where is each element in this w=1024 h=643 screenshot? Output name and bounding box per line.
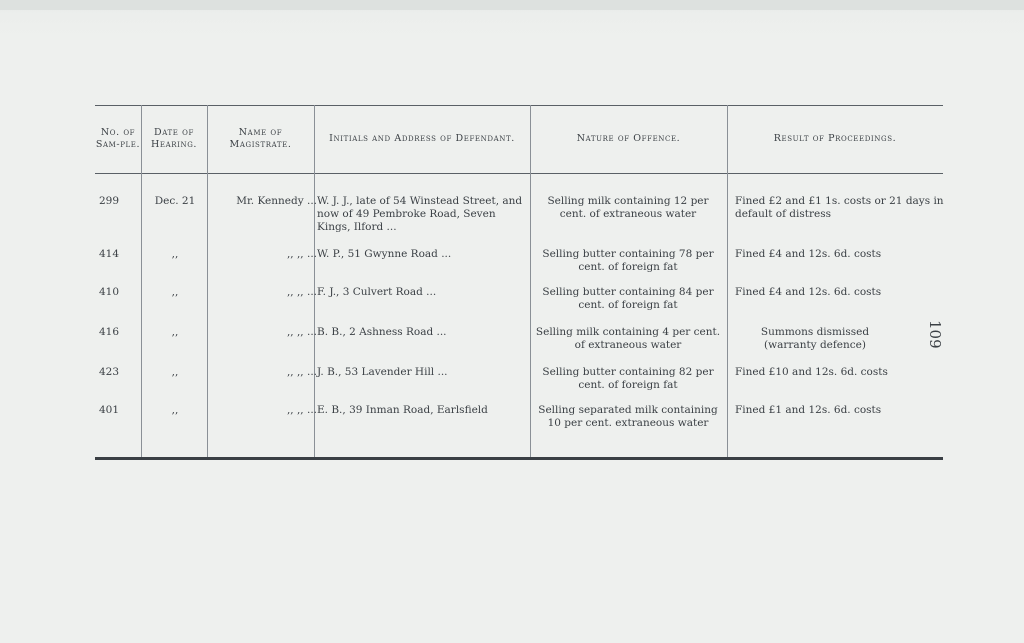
cell-defendant: B. B., 2 Ashness Road ... [317, 326, 447, 338]
cell-nature: Selling butter containing 82 per cent. of foreign fat [542, 366, 714, 391]
cell-defendant: J. B., 53 Lavender Hill ... [317, 366, 448, 378]
cell-result: Fined £2 and £1 1s. costs or 21 days in default of distress [735, 195, 944, 220]
cell-no: 410 [99, 286, 120, 298]
cell-defendant: W. P., 51 Gwynne Road ... [317, 248, 452, 260]
page-top-edge [0, 0, 1024, 10]
cell-magistrate: ,, ,, ... [286, 248, 317, 260]
cell-nature: Selling separated milk containing 10 per cent. extraneous water [538, 404, 718, 429]
prosecutions-table [95, 105, 943, 460]
table-bottom-rule [95, 457, 943, 460]
cell-result: Fined £10 and 12s. 6d. costs [735, 366, 888, 378]
cell-defendant: F. J., 3 Culvert Road ... [317, 286, 437, 298]
page-number: 109 [926, 320, 944, 349]
cell-date: ,, [171, 248, 179, 260]
cell-result: Summons dismissed (warranty defence) [760, 326, 870, 351]
cell-no: 299 [99, 195, 120, 207]
cell-result: Fined £4 and 12s. 6d. costs [735, 286, 882, 298]
header-nature: Nature of Offence. [576, 133, 681, 144]
cell-date: Dec. 21 [154, 195, 196, 207]
cell-magistrate: ,, ,, ... [286, 404, 317, 416]
cell-magistrate: ,, ,, ... [286, 366, 317, 378]
cell-result: Fined £4 and 12s. 6d. costs [735, 248, 882, 260]
cell-date: ,, [171, 286, 179, 298]
cell-no: 416 [99, 326, 120, 338]
cell-defendant: W. J. J., late of 54 Winstead Street, and now of 49 Pembroke Road, Seven Kings, Ilford ... [317, 195, 523, 233]
cell-no: 414 [99, 248, 120, 260]
cell-nature: Selling butter containing 78 per cent. of foreign fat [542, 248, 714, 273]
header-bottom-rule [95, 173, 943, 174]
cell-result: Fined £1 and 12s. 6d. costs [735, 404, 882, 416]
header-defendant: Initials and Address of Defendant. [329, 133, 515, 144]
header-no: No. of Sam-ple. [95, 127, 141, 150]
cell-magistrate: ,, ,, ... [286, 286, 317, 298]
cell-nature: Selling milk containing 12 per cent. of extraneous water [547, 195, 709, 220]
cell-no: 423 [99, 366, 120, 378]
cell-nature: Selling butter containing 84 per cent. of foreign fat [542, 286, 714, 311]
cell-defendant: E. B., 39 Inman Road, Earlsfield [317, 404, 488, 416]
cell-date: ,, [171, 366, 179, 378]
cell-no: 401 [99, 404, 120, 416]
cell-date: ,, [171, 404, 179, 416]
cell-date: ,, [171, 326, 179, 338]
cell-nature: Selling milk containing 4 per cent. of extraneous water [535, 326, 721, 351]
header-date: Date of Hearing. [150, 127, 198, 150]
header-result: Result of Proceedings. [773, 133, 897, 144]
cell-magistrate: ,, ,, ... [286, 326, 317, 338]
cell-magistrate: Mr. Kennedy ... [236, 195, 317, 207]
header-magistrate: Name of Magistrate. [229, 127, 292, 150]
